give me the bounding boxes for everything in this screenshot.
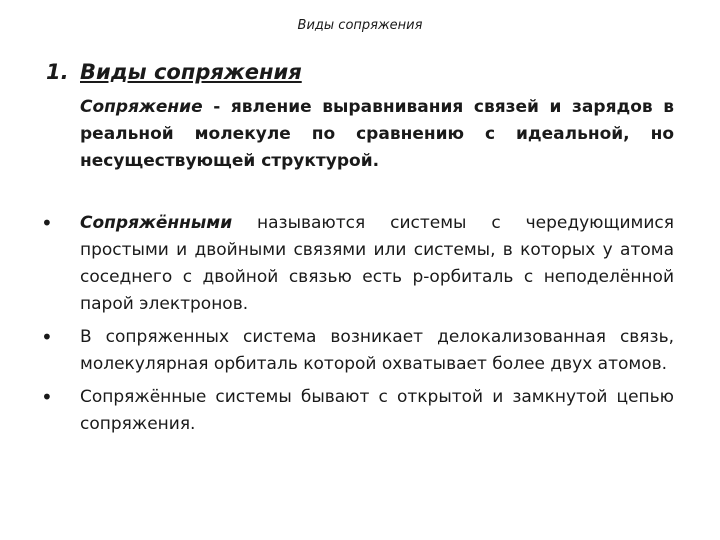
section-heading xyxy=(46,60,302,84)
bullet-text: Сопряжённые системы бывают с открытой и замкнутой цепью сопряжения. xyxy=(80,387,674,434)
slide-title: Виды сопряжения xyxy=(297,18,423,33)
bullet-marker: • xyxy=(41,385,53,409)
bullet-marker: • xyxy=(41,211,53,235)
bullet-list xyxy=(0,210,720,444)
bullet-item-chain-types xyxy=(0,384,674,438)
definition-paragraph xyxy=(80,94,674,175)
bullet-item-conjugated xyxy=(0,210,674,318)
definition-text: - явление выравнивания связей и зарядов в реальной молекуле по сравнению с идеальной, но несуществующей структурой. xyxy=(80,97,674,171)
bullet-term: Сопряжёнными xyxy=(80,213,233,233)
bullet-item-delocalized xyxy=(0,324,674,378)
bullet-marker: • xyxy=(41,325,53,349)
section-heading-text: Виды сопряжения xyxy=(80,60,302,84)
bullet-text: В сопряженных система возникает делокализованная связь, молекулярная орбиталь которой охватывает более двух атомов. xyxy=(80,327,674,374)
definition-term: Сопряжение xyxy=(80,97,203,117)
section-number: 1. xyxy=(46,60,69,84)
bullet-text: называются системы с чередующимися простыми и двойными связями или системы, в которых у атома соседнего с двойной связью есть р-орбиталь с неподелённой парой электронов. xyxy=(80,213,674,314)
